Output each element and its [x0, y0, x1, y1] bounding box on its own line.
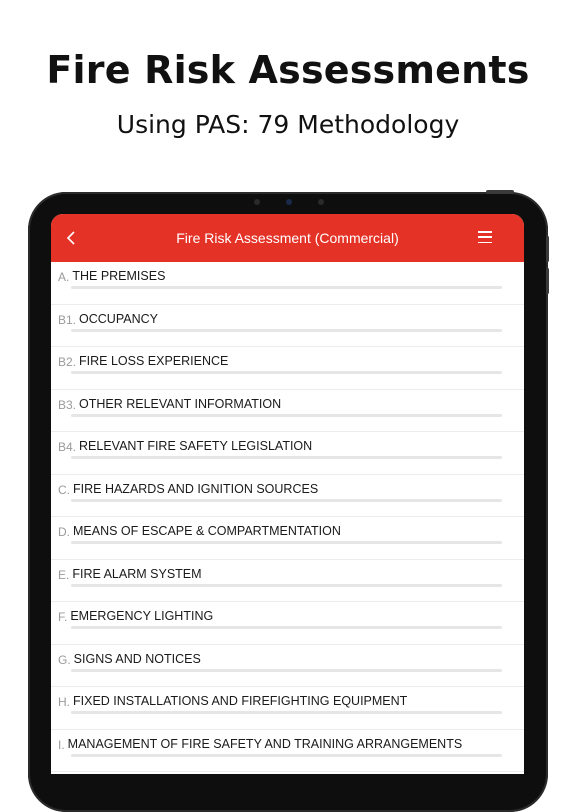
page-title: Fire Risk Assessment (Commercial): [176, 230, 399, 246]
section-code: A.: [58, 270, 70, 284]
section-progress-bar: [71, 329, 502, 332]
section-progress-bar: [71, 669, 502, 672]
section-row[interactable]: [51, 517, 524, 560]
section-label: OCCUPANCY: [79, 311, 158, 326]
section-label: MEANS OF ESCAPE & COMPARTMENTATION: [73, 524, 341, 538]
section-row[interactable]: [51, 560, 524, 603]
section-code: E.: [58, 567, 70, 582]
section-row[interactable]: [51, 687, 524, 730]
section-progress-bar: [71, 711, 502, 714]
section-code: B2.: [58, 355, 77, 369]
section-label: FIRE LOSS EXPERIENCE: [79, 354, 229, 368]
section-code: I.: [58, 737, 65, 752]
section-row[interactable]: [51, 262, 524, 305]
section-row[interactable]: [51, 602, 524, 645]
section-label: OTHER RELEVANT INFORMATION: [79, 396, 282, 411]
menu-button[interactable]: [478, 231, 492, 244]
section-list: [51, 262, 524, 774]
section-label: FIRE ALARM SYSTEM: [72, 566, 202, 581]
app-screen: [51, 214, 524, 774]
hamburger-menu-icon: [478, 231, 492, 233]
section-row[interactable]: [51, 730, 524, 773]
section-progress-bar: [71, 286, 502, 289]
section-code: B3.: [58, 397, 77, 412]
section-label: FIRE HAZARDS AND IGNITION SOURCES: [73, 481, 319, 496]
section-code: B4.: [58, 440, 77, 454]
tablet-volume-up-button: [546, 236, 549, 262]
section-code: H.: [58, 695, 70, 709]
section-progress-bar: [71, 456, 502, 459]
section-row[interactable]: [51, 772, 524, 774]
section-label: THE PREMISES: [72, 269, 166, 283]
section-progress-bar: [71, 584, 502, 587]
tablet-sensor: [318, 199, 324, 205]
section-code: F.: [58, 610, 68, 624]
section-row[interactable]: [51, 432, 524, 475]
section-label: FIXED INSTALLATIONS AND FIREFIGHTING EQUIPMENT: [73, 694, 408, 708]
section-row[interactable]: [51, 347, 524, 390]
section-label: SIGNS AND NOTICES: [73, 651, 201, 666]
marketing-headline: Fire Risk Assessments: [46, 48, 530, 92]
section-code: B1.: [58, 312, 77, 327]
section-progress-bar: [71, 414, 502, 417]
section-row[interactable]: [51, 390, 524, 433]
section-progress-bar: [71, 371, 502, 374]
tablet-power-button: [486, 190, 514, 194]
marketing-subheadline: Using PAS: 79 Methodology: [116, 110, 460, 139]
tablet-camera: [286, 199, 292, 205]
chevron-left-icon: [66, 230, 76, 246]
section-row[interactable]: [51, 305, 524, 348]
section-row[interactable]: [51, 475, 524, 518]
tablet-sensor: [254, 199, 260, 205]
section-label: MANAGEMENT OF FIRE SAFETY AND TRAINING ARRANGEMENTS: [67, 736, 463, 751]
section-code: D.: [58, 525, 70, 539]
section-progress-bar: [71, 626, 502, 629]
section-label: EMERGENCY LIGHTING: [70, 609, 214, 623]
section-progress-bar: [71, 499, 502, 502]
tablet-volume-down-button: [546, 268, 549, 294]
section-progress-bar: [71, 754, 502, 757]
back-button[interactable]: [59, 214, 83, 262]
section-code: C.: [58, 482, 70, 497]
section-label: RELEVANT FIRE SAFETY LEGISLATION: [79, 439, 313, 453]
section-progress-bar: [71, 541, 502, 544]
section-row[interactable]: [51, 645, 524, 688]
section-code: G.: [58, 652, 71, 667]
app-header: [51, 214, 524, 262]
